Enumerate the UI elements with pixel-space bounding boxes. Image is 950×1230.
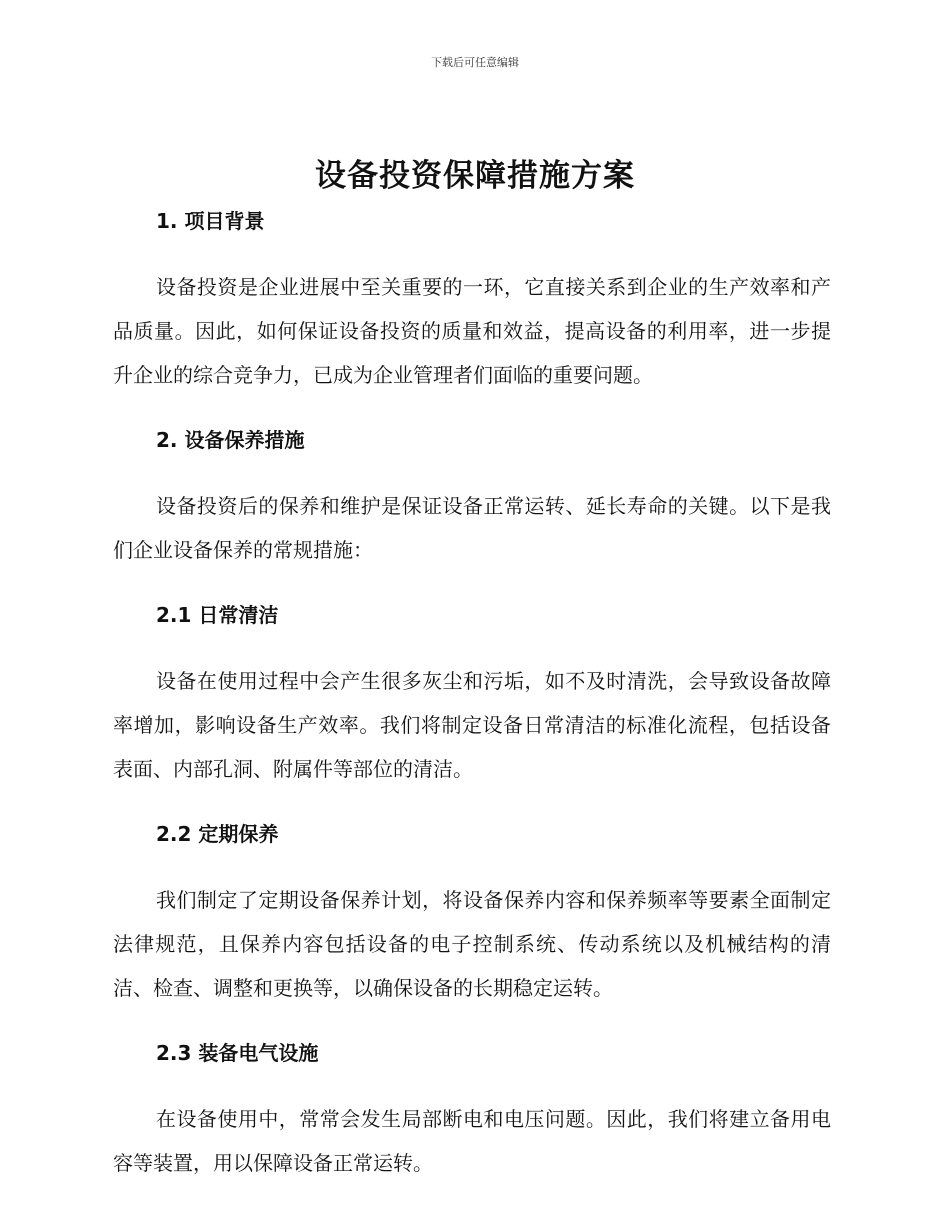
section-heading-project-background: 1. 项目背景	[156, 209, 265, 233]
section-heading-daily-cleaning: 2.1 日常清洁	[156, 603, 279, 627]
paragraph-daily-cleaning: 设备在使用过程中会产生很多灰尘和污垢，如不及时清洗，会导致设备故障率增加，影响设备生产效率。我们将制定设备日常清洁的标准化流程，包括设备表面、内部孔洞、附属件等部位的清洁。	[113, 669, 831, 781]
paragraph-periodic-maintenance: 我们制定了定期设备保养计划，将设备保养内容和保养频率等要素全面制定法律规范，且保养内容包括设备的电子控制系统、传动系统以及机械结构的清洁、检查、调整和更换等，以确保设备的长期稳定运转。	[113, 888, 831, 1000]
paragraph-maintenance-measures: 设备投资后的保养和维护是保证设备正常运转、延长寿命的关键。以下是我们企业设备保养的常规措施：	[113, 494, 831, 562]
paragraph-electrical-facilities: 在设备使用中，常常会发生局部断电和电压问题。因此，我们将建立备用电容等装置，用以保障设备正常运转。	[113, 1107, 831, 1175]
section-heading-maintenance-measures: 2. 设备保养措施	[156, 428, 305, 452]
section-heading-periodic-maintenance: 2.2 定期保养	[156, 822, 279, 846]
paragraph-project-background: 设备投资是企业进展中至关重要的一环，它直接关系到企业的生产效率和产品质量。因此，如何保证设备投资的质量和效益，提高设备的利用率，进一步提升企业的综合竞争力，已成为企业管理者们面临的重要问题。	[113, 275, 831, 387]
header-note: 下载后可任意编辑	[431, 56, 519, 69]
document-body	[113, 204, 831, 1185]
document-title: 设备投资保障措施方案	[315, 158, 635, 194]
section-heading-electrical-facilities: 2.3 装备电气设施	[156, 1041, 319, 1065]
